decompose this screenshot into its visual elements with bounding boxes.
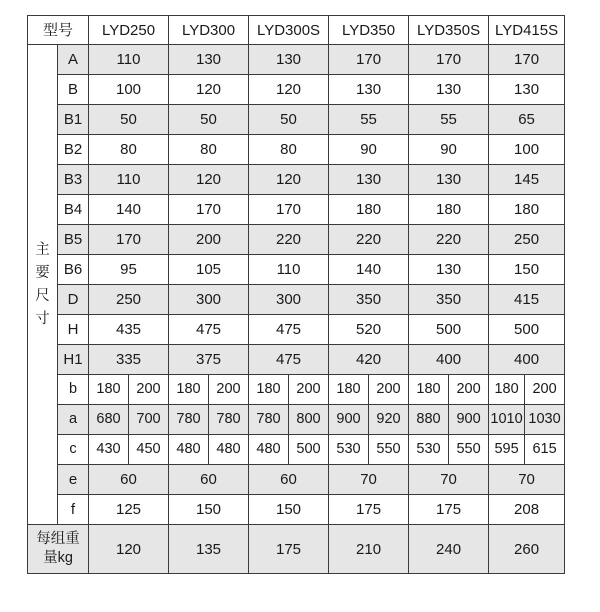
value-cell: 175 <box>329 495 409 525</box>
value-cell: 530 <box>409 435 449 465</box>
value-cell: 60 <box>89 465 169 495</box>
value-cell: 220 <box>329 225 409 255</box>
weight-value-cell: 240 <box>409 525 489 574</box>
value-cell: 920 <box>369 405 409 435</box>
value-cell: 1010 <box>489 405 525 435</box>
value-cell: 50 <box>169 105 249 135</box>
value-cell: 150 <box>249 495 329 525</box>
param-label: b <box>58 375 89 405</box>
value-cell: 550 <box>449 435 489 465</box>
value-cell: 170 <box>329 45 409 75</box>
value-cell: 450 <box>129 435 169 465</box>
dimension-table <box>27 15 565 574</box>
value-cell: 435 <box>89 315 169 345</box>
model-header-cell: LYD250 <box>89 16 169 45</box>
value-cell: 130 <box>169 45 249 75</box>
value-cell: 60 <box>169 465 249 495</box>
value-cell: 120 <box>169 165 249 195</box>
param-label: f <box>58 495 89 525</box>
table-row <box>28 285 565 315</box>
value-cell: 200 <box>449 375 489 405</box>
value-cell: 420 <box>329 345 409 375</box>
value-cell: 180 <box>489 375 525 405</box>
value-cell: 50 <box>249 105 329 135</box>
value-cell: 130 <box>329 165 409 195</box>
value-cell: 200 <box>525 375 565 405</box>
value-cell: 350 <box>409 285 489 315</box>
param-label: c <box>58 435 89 465</box>
value-cell: 900 <box>449 405 489 435</box>
table-row <box>28 495 565 525</box>
table-row <box>28 195 565 225</box>
value-cell: 375 <box>169 345 249 375</box>
value-cell: 475 <box>249 315 329 345</box>
value-cell: 65 <box>489 105 565 135</box>
value-cell: 180 <box>89 375 129 405</box>
table-row <box>28 75 565 105</box>
value-cell: 900 <box>329 405 369 435</box>
value-cell: 180 <box>409 195 489 225</box>
value-cell: 55 <box>409 105 489 135</box>
value-cell: 208 <box>489 495 565 525</box>
value-cell: 70 <box>409 465 489 495</box>
value-cell: 800 <box>289 405 329 435</box>
value-cell: 180 <box>409 375 449 405</box>
param-label: e <box>58 465 89 495</box>
model-header-label: 型号 <box>28 16 89 45</box>
value-cell: 350 <box>329 285 409 315</box>
value-cell: 150 <box>169 495 249 525</box>
value-cell: 880 <box>409 405 449 435</box>
param-label: H1 <box>58 345 89 375</box>
value-cell: 175 <box>409 495 489 525</box>
value-cell: 680 <box>89 405 129 435</box>
value-cell: 500 <box>289 435 329 465</box>
value-cell: 220 <box>409 225 489 255</box>
value-cell: 520 <box>329 315 409 345</box>
value-cell: 200 <box>369 375 409 405</box>
table-row <box>28 375 565 405</box>
value-cell: 530 <box>329 435 369 465</box>
group-label-char: 要 <box>35 264 50 281</box>
value-cell: 95 <box>89 255 169 285</box>
weight-value-cell: 210 <box>329 525 409 574</box>
header-row <box>28 16 565 45</box>
value-cell: 90 <box>409 135 489 165</box>
value-cell: 170 <box>249 195 329 225</box>
value-cell: 475 <box>249 345 329 375</box>
value-cell: 100 <box>89 75 169 105</box>
table-row <box>28 225 565 255</box>
value-cell: 120 <box>169 75 249 105</box>
weight-value-cell: 135 <box>169 525 249 574</box>
value-cell: 300 <box>249 285 329 315</box>
value-cell: 180 <box>489 195 565 225</box>
value-cell: 615 <box>525 435 565 465</box>
value-cell: 120 <box>249 165 329 195</box>
value-cell: 130 <box>409 75 489 105</box>
value-cell: 550 <box>369 435 409 465</box>
value-cell: 400 <box>489 345 565 375</box>
param-label: a <box>58 405 89 435</box>
table-row <box>28 465 565 495</box>
model-header-cell: LYD415S <box>489 16 565 45</box>
param-label: B5 <box>58 225 89 255</box>
model-header-cell: LYD350 <box>329 16 409 45</box>
value-cell: 145 <box>489 165 565 195</box>
value-cell: 780 <box>209 405 249 435</box>
value-cell: 475 <box>169 315 249 345</box>
table-row <box>28 165 565 195</box>
group-label <box>28 45 58 525</box>
value-cell: 250 <box>489 225 565 255</box>
value-cell: 80 <box>89 135 169 165</box>
group-label-char: 主 <box>35 241 50 258</box>
value-cell: 180 <box>329 195 409 225</box>
value-cell: 170 <box>489 45 565 75</box>
weight-value-cell: 260 <box>489 525 565 574</box>
param-label: B6 <box>58 255 89 285</box>
value-cell: 200 <box>209 375 249 405</box>
value-cell: 55 <box>329 105 409 135</box>
value-cell: 500 <box>489 315 565 345</box>
value-cell: 200 <box>289 375 329 405</box>
group-label-char: 尺 <box>35 287 50 304</box>
weight-label <box>28 525 89 574</box>
value-cell: 120 <box>249 75 329 105</box>
param-label: B1 <box>58 105 89 135</box>
param-label: H <box>58 315 89 345</box>
group-label-char: 寸 <box>35 310 50 327</box>
value-cell: 110 <box>89 45 169 75</box>
value-cell: 180 <box>329 375 369 405</box>
weight-label-line: 每组重 <box>36 531 80 547</box>
weight-value-cell: 120 <box>89 525 169 574</box>
value-cell: 130 <box>329 75 409 105</box>
value-cell: 180 <box>169 375 209 405</box>
value-cell: 80 <box>249 135 329 165</box>
value-cell: 90 <box>329 135 409 165</box>
weight-label-line: 量kg <box>43 550 73 566</box>
value-cell: 220 <box>249 225 329 255</box>
table-row <box>28 315 565 345</box>
value-cell: 200 <box>129 375 169 405</box>
param-label: D <box>58 285 89 315</box>
value-cell: 140 <box>329 255 409 285</box>
value-cell: 60 <box>249 465 329 495</box>
value-cell: 700 <box>129 405 169 435</box>
param-label: A <box>58 45 89 75</box>
value-cell: 130 <box>409 255 489 285</box>
table-row <box>28 105 565 135</box>
value-cell: 250 <box>89 285 169 315</box>
value-cell: 500 <box>409 315 489 345</box>
model-header-cell: LYD300S <box>249 16 329 45</box>
value-cell: 70 <box>489 465 565 495</box>
value-cell: 415 <box>489 285 565 315</box>
value-cell: 130 <box>409 165 489 195</box>
value-cell: 430 <box>89 435 129 465</box>
table-row <box>28 405 565 435</box>
value-cell: 50 <box>89 105 169 135</box>
param-label: B3 <box>58 165 89 195</box>
value-cell: 150 <box>489 255 565 285</box>
model-header-cell: LYD350S <box>409 16 489 45</box>
table-row <box>28 435 565 465</box>
param-label: B2 <box>58 135 89 165</box>
value-cell: 100 <box>489 135 565 165</box>
model-header-cell: LYD300 <box>169 16 249 45</box>
value-cell: 130 <box>249 45 329 75</box>
value-cell: 170 <box>89 225 169 255</box>
param-label: B4 <box>58 195 89 225</box>
table-row <box>28 345 565 375</box>
value-cell: 400 <box>409 345 489 375</box>
value-cell: 110 <box>249 255 329 285</box>
value-cell: 110 <box>89 165 169 195</box>
value-cell: 125 <box>89 495 169 525</box>
value-cell: 200 <box>169 225 249 255</box>
weight-value-cell: 175 <box>249 525 329 574</box>
value-cell: 480 <box>209 435 249 465</box>
value-cell: 105 <box>169 255 249 285</box>
table-row <box>28 135 565 165</box>
value-cell: 595 <box>489 435 525 465</box>
value-cell: 780 <box>249 405 289 435</box>
value-cell: 300 <box>169 285 249 315</box>
value-cell: 70 <box>329 465 409 495</box>
value-cell: 130 <box>489 75 565 105</box>
table-row <box>28 255 565 285</box>
value-cell: 170 <box>169 195 249 225</box>
value-cell: 480 <box>169 435 209 465</box>
value-cell: 480 <box>249 435 289 465</box>
value-cell: 80 <box>169 135 249 165</box>
table-row <box>28 45 565 75</box>
value-cell: 170 <box>409 45 489 75</box>
value-cell: 780 <box>169 405 209 435</box>
value-cell: 140 <box>89 195 169 225</box>
value-cell: 180 <box>249 375 289 405</box>
value-cell: 335 <box>89 345 169 375</box>
weight-row <box>28 525 565 574</box>
param-label: B <box>58 75 89 105</box>
value-cell: 1030 <box>525 405 565 435</box>
